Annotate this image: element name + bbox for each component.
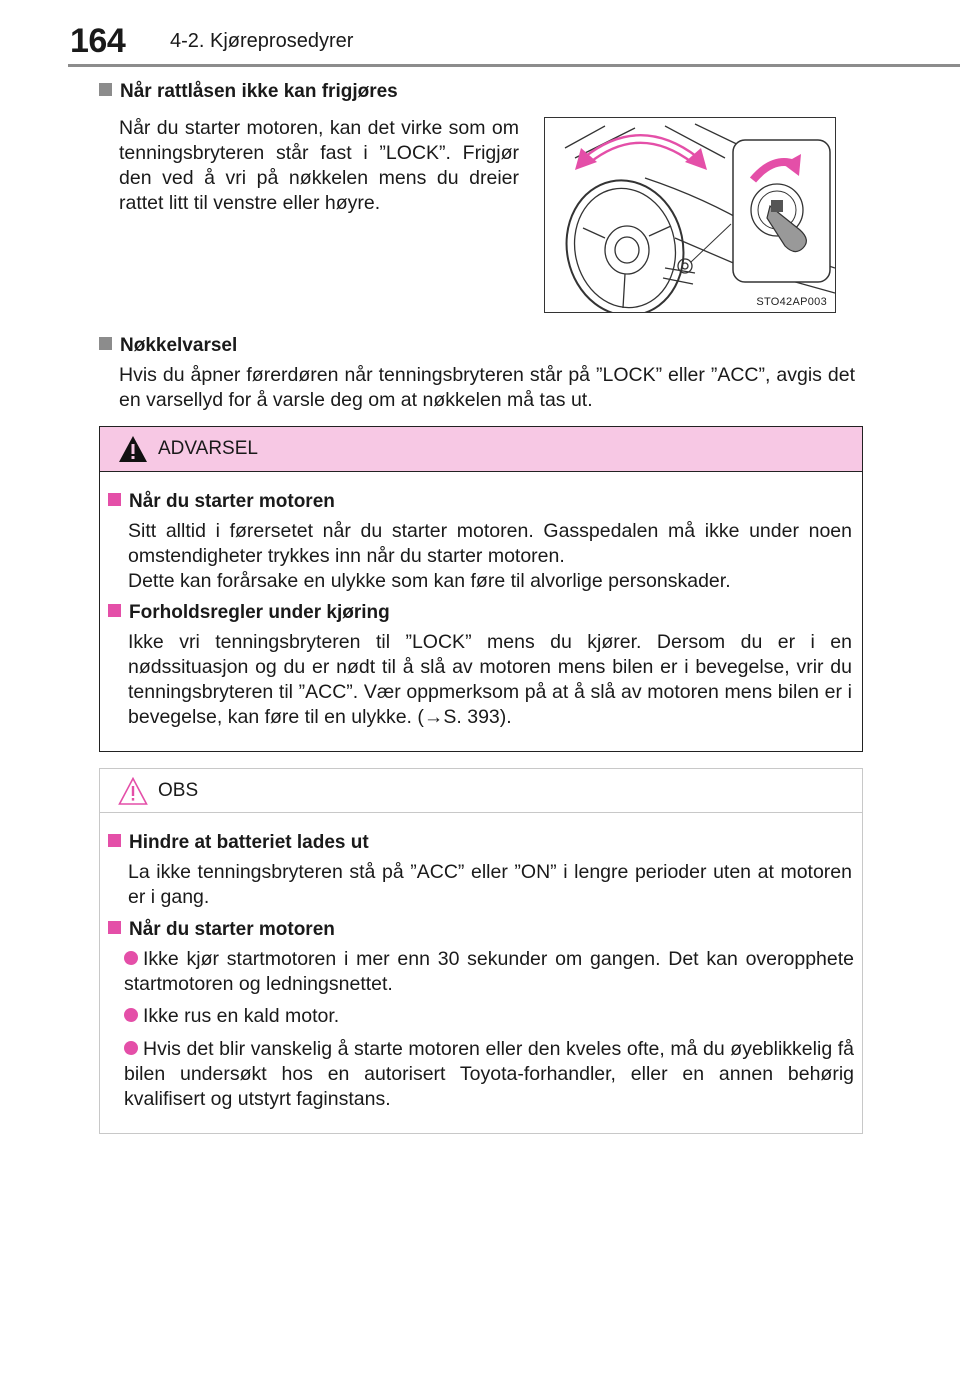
figure-code: STO42AP003 bbox=[756, 296, 827, 308]
notice-bullet-item: Ikke kjør startmotoren i mer enn 30 sekunder om gangen. Det kan overopphete startmotoren og ledningsnettet. bbox=[124, 948, 854, 995]
square-bullet-icon bbox=[108, 921, 121, 934]
warning-header bbox=[100, 427, 862, 472]
warning-paragraph: Ikke vri tenningsbryteren til ”LOCK” mens du kjører. Dersom du er i en nødssituasjon og du er nødt til å slå av motoren mens bilen er i bevegelse, vrir du tenningsbryteren til ”ACC”. Vær oppmerksom på at å slå av motoren mens bilen er i bevegelse, kan føre til en ulykke. (→S. 393). bbox=[128, 631, 852, 728]
warning-paragraph: Sitt alltid i førersetet når du starter motoren. Gasspedalen må ikke under noen omstendigheter trykkes inn når du starter motoren. bbox=[128, 520, 852, 567]
ignition-steering-illustration bbox=[544, 117, 836, 313]
warning-item-title: Forholdsregler under kjøring bbox=[108, 602, 390, 624]
chapter-title: 4-2. Kjøreprosedyrer bbox=[170, 30, 354, 52]
warning-item-title: Når du starter motoren bbox=[108, 491, 335, 513]
warning-triangle-icon bbox=[118, 435, 148, 463]
notice-box bbox=[99, 768, 863, 1134]
steering-wheel-key-drawing bbox=[545, 118, 835, 312]
notice-bullet-item: Ikke rus en kald motor. bbox=[124, 1004, 854, 1029]
notice-item-title: Når du starter motoren bbox=[108, 919, 335, 941]
caution-triangle-icon bbox=[118, 777, 148, 805]
square-bullet-icon bbox=[99, 337, 112, 350]
square-bullet-icon bbox=[108, 834, 121, 847]
section-heading-key-reminder: Nøkkelvarsel bbox=[99, 335, 237, 357]
notice-paragraph: La ikke tenningsbryteren stå på ”ACC” eller ”ON” i lengre perioder uten at motoren er i gang. bbox=[128, 861, 852, 908]
notice-bullet-item: Hvis det blir vanskelig å starte motoren eller den kveles ofte, må du øyeblikkelig få bilen undersøkt hos en autorisert Toyota-forhandler, eller en annen behørig kvalifisert og utstyrt faginstans. bbox=[124, 1038, 854, 1110]
notice-header bbox=[100, 769, 862, 813]
circle-bullet-icon bbox=[124, 951, 138, 965]
steering-lock-text: Når du starter motoren, kan det virke som om tenningsbryteren står fast i ”LOCK”. Frigjør den ved å vri på nøkkelen mens du dreier rattet litt til venstre eller høyre. bbox=[119, 117, 519, 214]
section-heading-steering-lock: Når rattlåsen ikke kan frigjøres bbox=[99, 81, 398, 103]
circle-bullet-icon bbox=[124, 1008, 138, 1022]
notice-item-title: Hindre at batteriet lades ut bbox=[108, 832, 369, 854]
header-rule bbox=[68, 64, 960, 67]
circle-bullet-icon bbox=[124, 1041, 138, 1055]
warning-paragraph: Dette kan forårsake en ulykke som kan føre til alvorlige personskader. bbox=[128, 570, 731, 592]
square-bullet-icon bbox=[108, 493, 121, 506]
warning-box bbox=[99, 426, 863, 752]
warning-label: ADVARSEL bbox=[158, 438, 258, 459]
square-bullet-icon bbox=[108, 604, 121, 617]
page-number: 164 bbox=[70, 22, 126, 60]
square-bullet-icon bbox=[99, 83, 112, 96]
key-reminder-text: Hvis du åpner førerdøren når tenningsbryteren står på ”LOCK” eller ”ACC”, avgis det en varsellyd for å varsle deg om at nøkkelen må tas ut. bbox=[119, 364, 855, 411]
notice-label: OBS bbox=[158, 780, 199, 801]
